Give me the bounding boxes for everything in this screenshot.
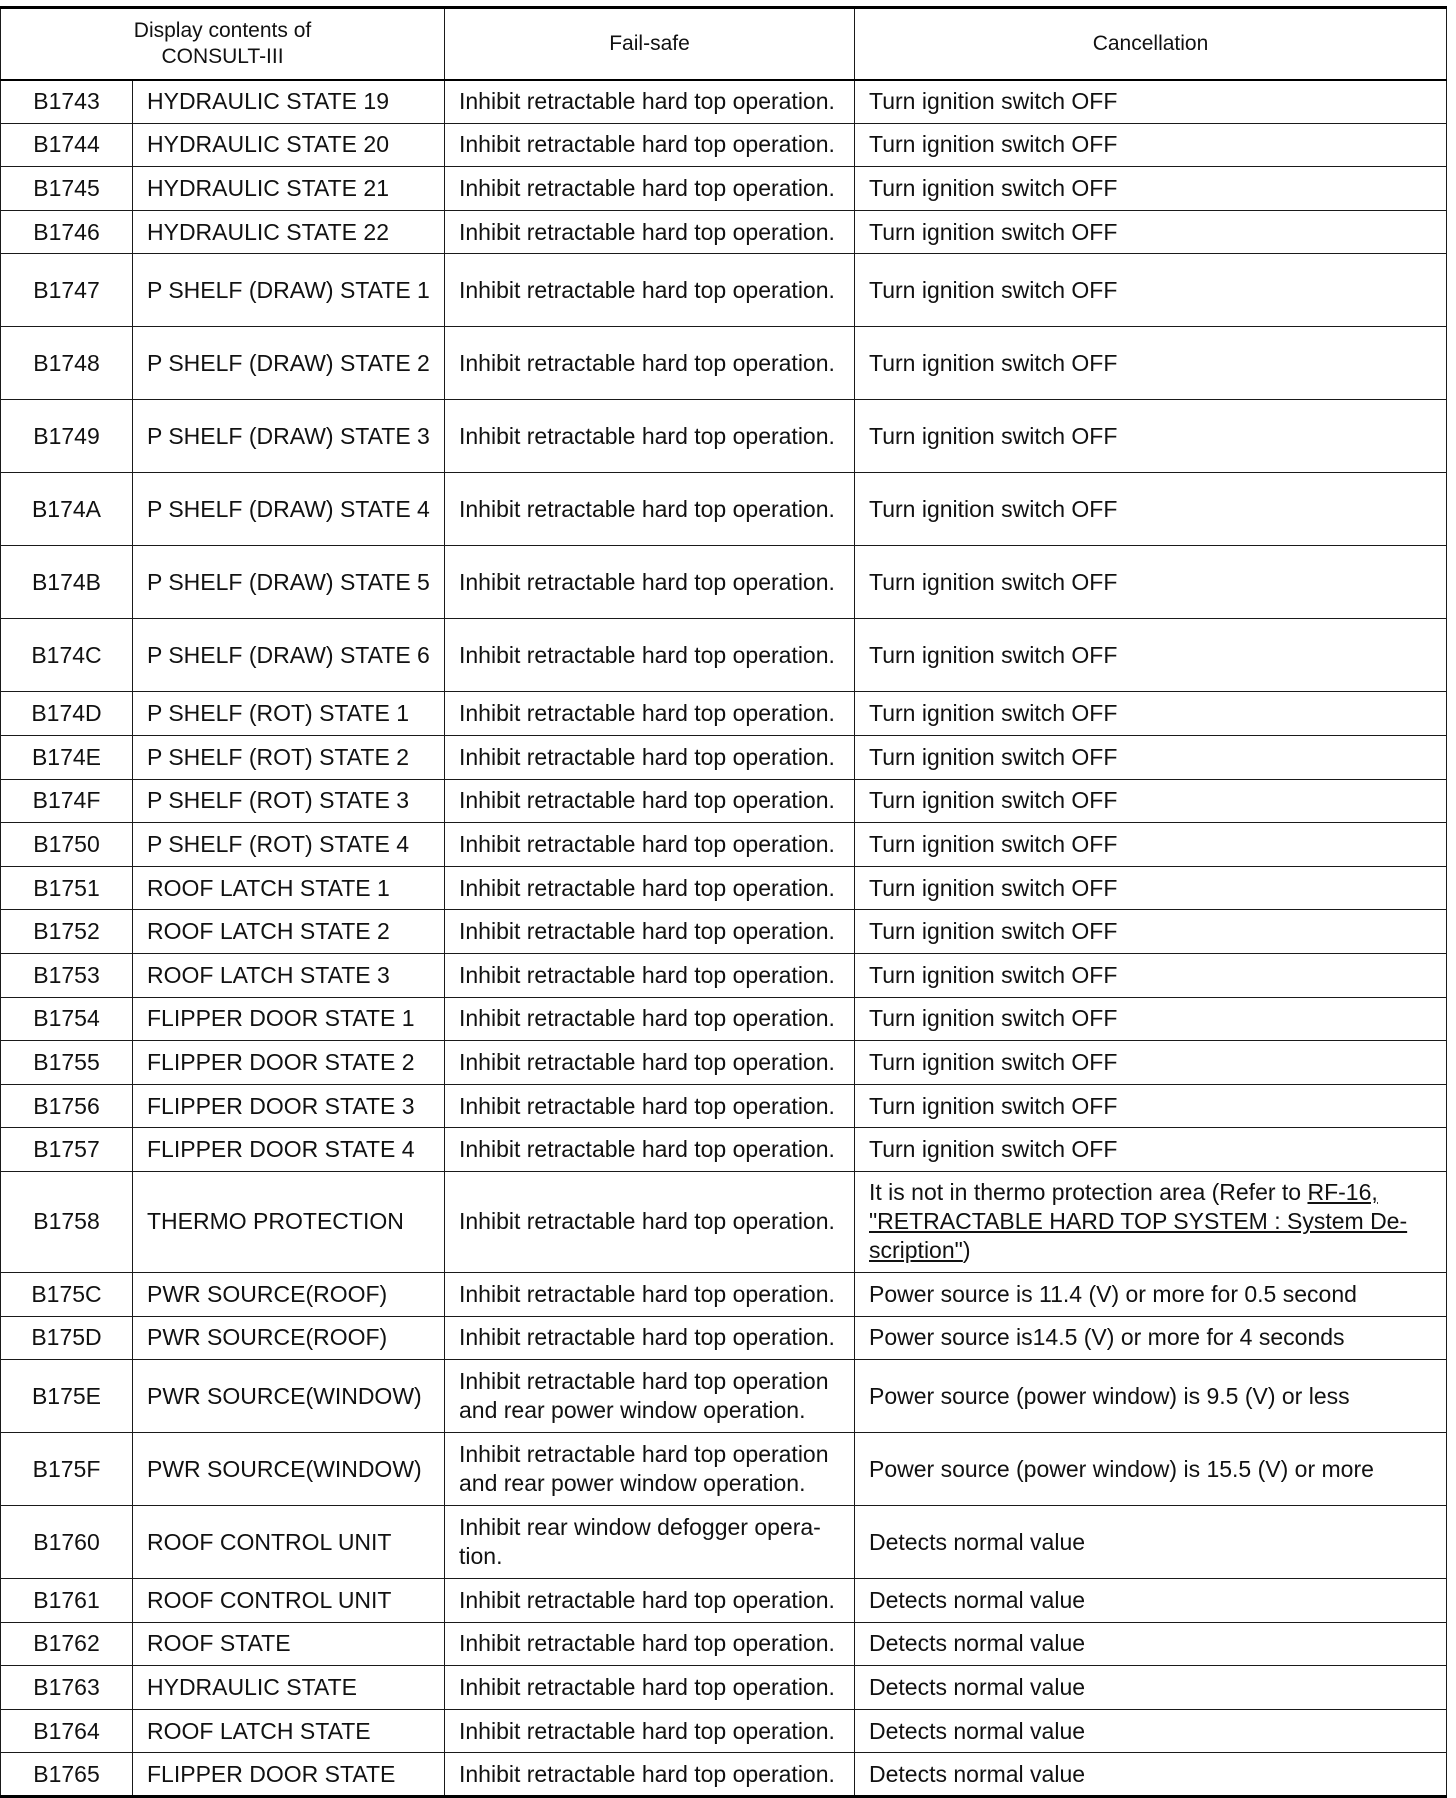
table-body	[1, 80, 1447, 1797]
fail-safe-cell: Inhibit retractable hard top operation and rear power window operation.	[445, 1360, 855, 1433]
table-row	[1, 400, 1447, 473]
display-item-cell: FLIPPER DOOR STATE 2	[133, 1041, 445, 1085]
fail-safe-cell: Inhibit retractable hard top operation.	[445, 953, 855, 997]
fail-safe-cell: Inhibit retractable hard top operation.	[445, 123, 855, 167]
display-item-cell: PWR SOURCE(WINDOW)	[133, 1433, 445, 1506]
cancellation-cell: Turn ignition switch OFF	[855, 1041, 1447, 1085]
fail-safe-cell: Inhibit retractable hard top operation.	[445, 910, 855, 954]
table-row	[1, 167, 1447, 211]
display-item-cell: ROOF LATCH STATE 2	[133, 910, 445, 954]
cancellation-cell: Detects normal value	[855, 1709, 1447, 1753]
fail-safe-cell: Inhibit retractable hard top operation.	[445, 692, 855, 736]
dtc-code-cell: B1748	[1, 327, 133, 400]
fail-safe-cell: Inhibit retractable hard top operation.	[445, 1316, 855, 1360]
table-row	[1, 80, 1447, 124]
cancellation-cell: Power source (power window) is 15.5 (V) or more	[855, 1433, 1447, 1506]
cancellation-cell: Turn ignition switch OFF	[855, 400, 1447, 473]
dtc-code-cell: B1761	[1, 1579, 133, 1623]
table-row	[1, 735, 1447, 779]
table-row	[1, 779, 1447, 823]
fail-safe-cell: Inhibit retractable hard top operation.	[445, 1666, 855, 1710]
display-item-cell: ROOF LATCH STATE 1	[133, 866, 445, 910]
table-row	[1, 254, 1447, 327]
display-item-cell: P SHELF (ROT) STATE 3	[133, 779, 445, 823]
fail-safe-cell: Inhibit retractable hard top operation.	[445, 473, 855, 546]
fail-safe-cell: Inhibit rear window defogger opera-tion.	[445, 1506, 855, 1579]
dtc-code-cell: B1764	[1, 1709, 133, 1753]
display-item-cell: HYDRAULIC STATE	[133, 1666, 445, 1710]
display-item-cell: P SHELF (DRAW) STATE 2	[133, 327, 445, 400]
fail-safe-cell: Inhibit retractable hard top operation.	[445, 80, 855, 124]
table-row	[1, 997, 1447, 1041]
display-item-cell: ROOF LATCH STATE 3	[133, 953, 445, 997]
fail-safe-cell: Inhibit retractable hard top operation.	[445, 1709, 855, 1753]
cancellation-cell: Detects normal value	[855, 1506, 1447, 1579]
display-item-cell: FLIPPER DOOR STATE 4	[133, 1128, 445, 1172]
table-row	[1, 1084, 1447, 1128]
fail-safe-cell: Inhibit retractable hard top operation.	[445, 327, 855, 400]
cancellation-cell: Turn ignition switch OFF	[855, 1084, 1447, 1128]
fail-safe-cell: Inhibit retractable hard top operation.	[445, 1128, 855, 1172]
dtc-code-cell: B1744	[1, 123, 133, 167]
display-item-cell: HYDRAULIC STATE 21	[133, 167, 445, 211]
display-item-cell: HYDRAULIC STATE 19	[133, 80, 445, 124]
dtc-code-cell: B1747	[1, 254, 133, 327]
cancellation-text: It is not in thermo protection area (Refer to	[869, 1179, 1308, 1206]
cancellation-cell: Power source is14.5 (V) or more for 4 seconds	[855, 1316, 1447, 1360]
display-item-cell: ROOF CONTROL UNIT	[133, 1579, 445, 1623]
dtc-code-cell: B174A	[1, 473, 133, 546]
cancellation-cell: Turn ignition switch OFF	[855, 473, 1447, 546]
display-item-cell: FLIPPER DOOR STATE 3	[133, 1084, 445, 1128]
cancellation-cell: Detects normal value	[855, 1579, 1447, 1623]
table-row	[1, 953, 1447, 997]
fail-safe-cell: Inhibit retractable hard top operation.	[445, 210, 855, 254]
table-row	[1, 1360, 1447, 1433]
table-row	[1, 327, 1447, 400]
header-display-contents: Display contents of CONSULT-III	[1, 8, 445, 80]
cancellation-cell: Turn ignition switch OFF	[855, 327, 1447, 400]
display-item-cell: P SHELF (DRAW) STATE 1	[133, 254, 445, 327]
reference-link[interactable]: RF-16, "RETRACTABLE HARD TOP SYSTEM : System De-scription"	[869, 1179, 1408, 1264]
display-item-cell: ROOF STATE	[133, 1622, 445, 1666]
dtc-code-cell: B174C	[1, 619, 133, 692]
display-item-cell: P SHELF (ROT) STATE 1	[133, 692, 445, 736]
table-row	[1, 1316, 1447, 1360]
fail-safe-cell: Inhibit retractable hard top operation.	[445, 779, 855, 823]
table-row	[1, 1272, 1447, 1316]
fail-safe-cell: Inhibit retractable hard top operation.	[445, 997, 855, 1041]
dtc-code-cell: B1757	[1, 1128, 133, 1172]
fail-safe-cell: Inhibit retractable hard top operation.	[445, 254, 855, 327]
dtc-code-cell: B1755	[1, 1041, 133, 1085]
cancellation-cell: Turn ignition switch OFF	[855, 210, 1447, 254]
dtc-code-cell: B1749	[1, 400, 133, 473]
fail-safe-cell: Inhibit retractable hard top operation.	[445, 1272, 855, 1316]
table-row	[1, 123, 1447, 167]
table-row	[1, 210, 1447, 254]
header-fail-safe: Fail-safe	[445, 8, 855, 80]
dtc-code-cell: B1763	[1, 1666, 133, 1710]
cancellation-cell: Turn ignition switch OFF	[855, 779, 1447, 823]
table-row	[1, 910, 1447, 954]
display-item-cell: P SHELF (ROT) STATE 2	[133, 735, 445, 779]
display-item-cell: FLIPPER DOOR STATE 1	[133, 997, 445, 1041]
fail-safe-cell: Inhibit retractable hard top operation.	[445, 735, 855, 779]
table-row	[1, 1128, 1447, 1172]
display-item-cell: FLIPPER DOOR STATE	[133, 1753, 445, 1797]
cancellation-cell: Turn ignition switch OFF	[855, 997, 1447, 1041]
cancellation-cell: Turn ignition switch OFF	[855, 619, 1447, 692]
table-row	[1, 619, 1447, 692]
cancellation-cell: Power source (power window) is 9.5 (V) or less	[855, 1360, 1447, 1433]
display-item-cell: PWR SOURCE(ROOF)	[133, 1316, 445, 1360]
cancellation-cell: Turn ignition switch OFF	[855, 254, 1447, 327]
cancellation-cell: Power source is 11.4 (V) or more for 0.5 second	[855, 1272, 1447, 1316]
dtc-code-cell: B1746	[1, 210, 133, 254]
fail-safe-cell: Inhibit retractable hard top operation.	[445, 619, 855, 692]
dtc-code-cell: B1750	[1, 823, 133, 867]
cancellation-cell: Turn ignition switch OFF	[855, 167, 1447, 211]
dtc-code-cell: B175C	[1, 1272, 133, 1316]
fail-safe-cell: Inhibit retractable hard top operation.	[445, 167, 855, 211]
fail-safe-cell: Inhibit retractable hard top operation.	[445, 1041, 855, 1085]
cancellation-cell: Turn ignition switch OFF	[855, 953, 1447, 997]
cancellation-cell: Detects normal value	[855, 1622, 1447, 1666]
dtc-code-cell: B1762	[1, 1622, 133, 1666]
fail-safe-cell: Inhibit retractable hard top operation.	[445, 866, 855, 910]
display-item-cell: PWR SOURCE(WINDOW)	[133, 1360, 445, 1433]
display-item-cell: ROOF LATCH STATE	[133, 1709, 445, 1753]
dtc-code-cell: B1756	[1, 1084, 133, 1128]
fail-safe-cell: Inhibit retractable hard top operation and rear power window operation.	[445, 1433, 855, 1506]
table-row	[1, 1041, 1447, 1085]
display-item-cell: PWR SOURCE(ROOF)	[133, 1272, 445, 1316]
table-row	[1, 473, 1447, 546]
cancellation-cell: Turn ignition switch OFF	[855, 1128, 1447, 1172]
table-row	[1, 1753, 1447, 1797]
cancellation-cell	[855, 1171, 1447, 1272]
cancellation-cell: Turn ignition switch OFF	[855, 735, 1447, 779]
header-cancellation: Cancellation	[855, 8, 1447, 80]
display-item-cell: P SHELF (DRAW) STATE 3	[133, 400, 445, 473]
cancellation-cell: Turn ignition switch OFF	[855, 823, 1447, 867]
table-row	[1, 1666, 1447, 1710]
dtc-code-cell: B1765	[1, 1753, 133, 1797]
dtc-fail-safe-table	[0, 6, 1447, 1798]
dtc-code-cell: B174F	[1, 779, 133, 823]
fail-safe-cell: Inhibit retractable hard top operation.	[445, 1084, 855, 1128]
dtc-code-cell: B1760	[1, 1506, 133, 1579]
table-row	[1, 1709, 1447, 1753]
display-item-cell: P SHELF (DRAW) STATE 6	[133, 619, 445, 692]
dtc-code-cell: B1751	[1, 866, 133, 910]
dtc-code-cell: B1745	[1, 167, 133, 211]
dtc-code-cell: B175E	[1, 1360, 133, 1433]
fail-safe-cell: Inhibit retractable hard top operation.	[445, 400, 855, 473]
dtc-code-cell: B175D	[1, 1316, 133, 1360]
cancellation-cell: Turn ignition switch OFF	[855, 910, 1447, 954]
table-row	[1, 866, 1447, 910]
table-header-row	[1, 8, 1447, 80]
display-item-cell: P SHELF (DRAW) STATE 5	[133, 546, 445, 619]
dtc-code-cell: B174D	[1, 692, 133, 736]
dtc-code-cell: B1752	[1, 910, 133, 954]
display-item-cell: ROOF CONTROL UNIT	[133, 1506, 445, 1579]
dtc-code-cell: B175F	[1, 1433, 133, 1506]
fail-safe-cell: Inhibit retractable hard top operation.	[445, 1171, 855, 1272]
cancellation-text-end: )	[962, 1237, 971, 1264]
table-row	[1, 1579, 1447, 1623]
cancellation-cell: Turn ignition switch OFF	[855, 866, 1447, 910]
cancellation-cell: Turn ignition switch OFF	[855, 546, 1447, 619]
display-item-cell: P SHELF (DRAW) STATE 4	[133, 473, 445, 546]
dtc-code-cell: B1743	[1, 80, 133, 124]
fail-safe-cell: Inhibit retractable hard top operation.	[445, 1753, 855, 1797]
dtc-code-cell: B174B	[1, 546, 133, 619]
display-item-cell: THERMO PROTECTION	[133, 1171, 445, 1272]
table-row	[1, 1433, 1447, 1506]
cancellation-cell: Turn ignition switch OFF	[855, 80, 1447, 124]
cancellation-cell: Turn ignition switch OFF	[855, 692, 1447, 736]
table-row	[1, 1171, 1447, 1272]
dtc-code-cell: B1754	[1, 997, 133, 1041]
cancellation-cell: Detects normal value	[855, 1753, 1447, 1797]
cancellation-cell: Detects normal value	[855, 1666, 1447, 1710]
table-row	[1, 1506, 1447, 1579]
display-item-cell: HYDRAULIC STATE 22	[133, 210, 445, 254]
display-item-cell: HYDRAULIC STATE 20	[133, 123, 445, 167]
fail-safe-cell: Inhibit retractable hard top operation.	[445, 823, 855, 867]
cancellation-cell: Turn ignition switch OFF	[855, 123, 1447, 167]
fail-safe-cell: Inhibit retractable hard top operation.	[445, 1579, 855, 1623]
display-item-cell: P SHELF (ROT) STATE 4	[133, 823, 445, 867]
table-row	[1, 546, 1447, 619]
dtc-code-cell: B174E	[1, 735, 133, 779]
dtc-code-cell: B1758	[1, 1171, 133, 1272]
fail-safe-cell: Inhibit retractable hard top operation.	[445, 1622, 855, 1666]
table-row	[1, 1622, 1447, 1666]
table-row	[1, 692, 1447, 736]
fail-safe-cell: Inhibit retractable hard top operation.	[445, 546, 855, 619]
table-row	[1, 823, 1447, 867]
dtc-code-cell: B1753	[1, 953, 133, 997]
